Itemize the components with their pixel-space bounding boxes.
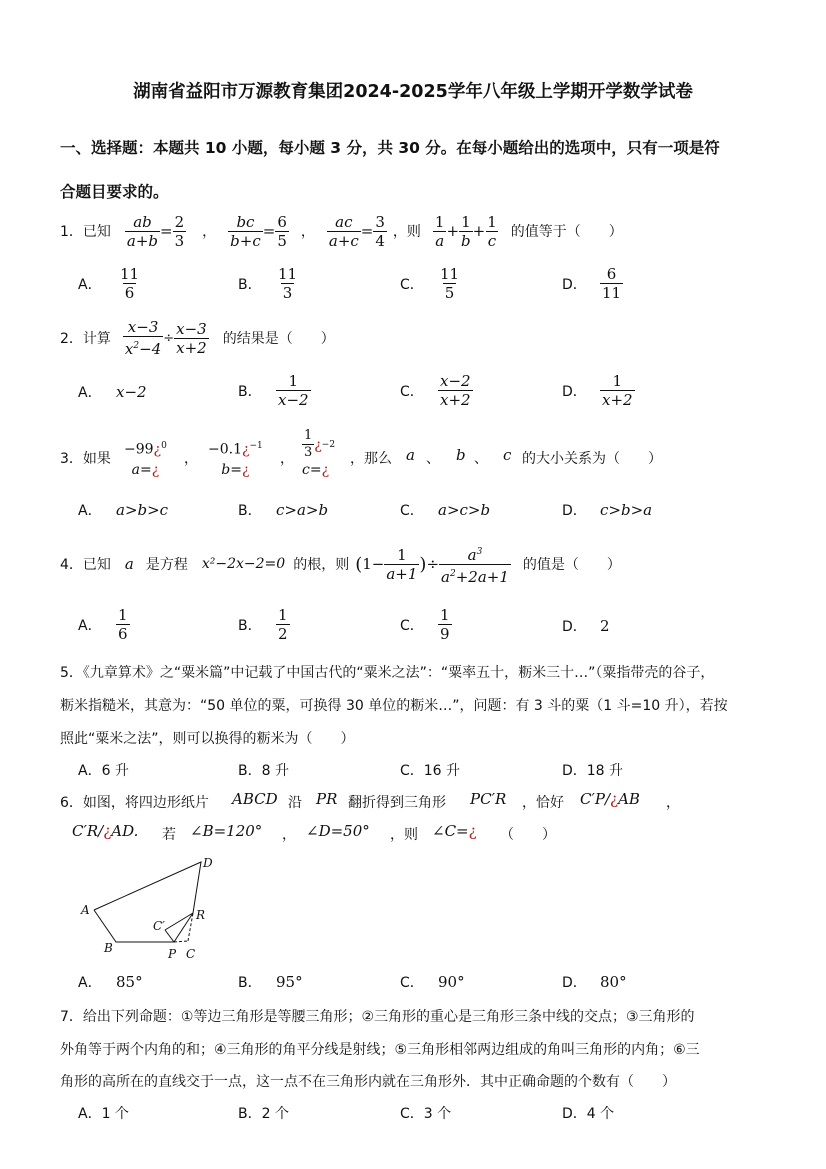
- q3-prefix: 3．如果: [60, 451, 111, 467]
- q7-option-a: A．1 个: [78, 1106, 129, 1122]
- q1-sum-b: $\frac{1}{b}$: [461, 212, 471, 250]
- q1-option-a: A． $\frac{11}{6}$: [78, 265, 140, 302]
- label-c-prime: C′: [153, 919, 165, 933]
- q5-option-a: A．6 升: [78, 763, 129, 779]
- q1-option-d: D． $\frac{6}{11}$: [562, 265, 622, 302]
- q1-fraction-3: $\frac{ac}{a+c}$: [328, 212, 359, 250]
- q5-line2: 粝米指糙米，其意为：“50 单位的粟，可换得 30 单位的粝米…”，问题：有 3 斗的粟（1 斗=10 升），若按: [60, 698, 728, 714]
- q1-sum-c: $\frac{1}{c}$: [487, 212, 497, 250]
- q6-quadrilateral-figure: [76, 852, 226, 964]
- q7-line1: 7．给出下列命题：①等边三角形是等腰三角形；②三角形的重心是三角形三条中线的交点；③三角形的: [60, 1009, 695, 1025]
- q7-option-d: D．4 个: [562, 1106, 615, 1122]
- q1-option-c: C． $\frac{11}{5}$: [400, 265, 460, 302]
- q6-paren: （ ）: [500, 827, 556, 843]
- q2-option-d: D． $\frac{1}{x+2}$: [562, 372, 633, 409]
- q1-prefix: 1．已知: [60, 224, 111, 240]
- q4-option-d: D． 2: [562, 617, 610, 635]
- q6-abcd: ABCD: [232, 790, 278, 808]
- q4-fraction-1: $\frac{1}{a+1}$: [386, 545, 418, 583]
- q4-option-a: A． $\frac{1}{6}$: [78, 606, 128, 643]
- q6-comma: ，: [666, 795, 680, 811]
- q6-pcr: PC′R: [470, 790, 507, 808]
- q1-fraction-3-value: $\frac{3}{4}$: [375, 212, 385, 250]
- label-c: C: [186, 947, 196, 961]
- question-1: 1．已知 $\frac{ab}{a+b}$ = $\frac{2}{3}$ ， $\frac{bc}{b+c}$ = $\frac{6}{5}$ ， $\frac{ac}{a+c}$ = $\frac{3}{4}$ ，则 $\frac{1}{a}$ + $\frac{1}{b}$ + $\frac{1}{c}$ 的值等于（ ）: [60, 212, 623, 250]
- q6-if: 若: [162, 827, 176, 843]
- q3-expr-b: −0.1¿$^{-1}$ b=¿: [208, 441, 263, 478]
- q6-angle-c: ∠C=¿: [432, 822, 477, 840]
- label-a: A: [81, 903, 90, 917]
- q1-fraction-2-value: $\frac{6}{5}$: [277, 212, 287, 250]
- q1-then: ，则: [392, 224, 421, 240]
- q6-ok: ，恰好: [522, 795, 564, 811]
- q6-cp-ab: C′P/¿AB: [580, 790, 640, 808]
- q6-option-b: B． 95°: [238, 973, 303, 991]
- q6-angle-b: ∠B=120°: [190, 822, 263, 840]
- q4-option-c: C． $\frac{1}{9}$: [400, 606, 450, 643]
- q6-option-c: C． 90°: [400, 973, 465, 991]
- q4-suffix: 的值是（ ）: [522, 557, 621, 573]
- label-r: R: [196, 908, 206, 922]
- q3-option-c: C． a>c>b: [400, 501, 491, 519]
- q4-equation: x²−2x−2=0: [201, 556, 286, 572]
- q7-line3: 角形的高所在的直线交于一点，这一点不在三角形内就在三角形外．其中正确命题的个数有（ ）: [60, 1074, 676, 1090]
- q7-option-c: C．3 个: [400, 1106, 452, 1122]
- q3-option-b: B． c>a>b: [238, 501, 329, 519]
- q3-var-b: b: [456, 446, 466, 464]
- question-2: 2．计算 $\frac{x-3}{x^2-4}$ ÷ $\frac{x-3}{x+2}$ 的结果是（ ）: [60, 318, 335, 358]
- q5-option-b: B．8 升: [238, 763, 289, 779]
- page-title: 湖南省益阳市万源教育集团2024-2025学年八年级上学期开学数学试卷: [133, 82, 693, 102]
- label-b: B: [104, 941, 113, 955]
- q6-then: ，则: [390, 827, 418, 843]
- figure-edge-cp-p: [165, 930, 174, 942]
- q5-line3: 照此“粟米之法”，则可以换得的粝米为（ ）: [60, 731, 355, 747]
- q1-fraction-1: $\frac{ab}{a+b}$: [126, 212, 159, 250]
- q2-suffix: 的结果是（ ）: [222, 331, 335, 347]
- q2-option-b: B． $\frac{1}{x-2}$: [238, 372, 309, 409]
- q1-fraction-1-value: $\frac{2}{3}$: [174, 212, 185, 250]
- q4-mid1: 是方程: [145, 557, 188, 573]
- section-heading-line2: 合题目要求的。: [60, 183, 169, 201]
- q4-prefix: 4．已知: [60, 557, 111, 573]
- q6-along: 沿: [288, 795, 302, 811]
- q2-fraction-2: $\frac{x-3}{x+2}$: [176, 319, 207, 357]
- q3-option-d: D． c>b>a: [562, 501, 653, 519]
- q6-option-a: A． 85°: [78, 973, 143, 991]
- q1-fraction-2: $\frac{bc}{b+c}$: [230, 212, 261, 250]
- q6-cr-ad: C′R/¿AD.: [72, 822, 139, 840]
- figure-edge-cp-r: [165, 913, 193, 930]
- q3-var-c: c: [503, 446, 512, 464]
- q1-suffix: 的值等于（ ）: [510, 224, 623, 240]
- q6-prefix: 6．如图，将四边形纸片: [60, 795, 209, 811]
- figure-outline: [94, 862, 201, 942]
- q6-pr: PR: [316, 790, 338, 808]
- q2-option-c: C． $\frac{x-2}{x+2}$: [400, 372, 471, 409]
- q5-option-d: D．18 升: [562, 763, 624, 779]
- q4-var-a: a: [124, 555, 134, 573]
- q6-angle-d: ∠D=50°: [306, 822, 370, 840]
- q3-option-a: A． a>b>c: [78, 501, 169, 519]
- q3-suffix: 的大小关系为（ ）: [522, 451, 662, 467]
- q1-sum-a: $\frac{1}{a}$: [434, 212, 445, 250]
- q3-expr-c: $\frac{1}{3}$ ¿ −2 c=¿: [302, 428, 336, 478]
- q2-option-a: A． x−2: [78, 383, 147, 401]
- question-4: 4．已知 a 是方程 x²−2x−2=0 的根，则 ( 1− $\frac{1}{a+1}$ ) ÷ $\frac{a^3}{a^2+2a+1}$ 的值是（ ）: [60, 542, 621, 586]
- label-d: D: [203, 856, 213, 870]
- q1-option-b: B． $\frac{11}{3}$: [238, 265, 298, 302]
- q7-option-b: B．2 个: [238, 1106, 289, 1122]
- q6-option-d: D． 80°: [562, 973, 627, 991]
- section-heading-line1: 一、选择题：本题共 10 小题，每小题 3 分，共 30 分。在每小题给出的选项中，只有一项是符: [60, 139, 720, 157]
- q4-fraction-2: $\frac{a^3}{a^2+2a+1}$: [441, 545, 509, 586]
- q2-prefix: 2．计算: [60, 331, 111, 347]
- q7-line2: 外角等于两个内角的和；④三角形的角平分线是射线；⑤三角形相邻两边组成的角叫三角形的内角；⑥三: [60, 1042, 700, 1058]
- q3-expr-a: −99¿$^0$ a=¿: [124, 441, 167, 478]
- q5-line1: 5．《九章算术》之“粟米篇”中记载了中国古代的“粟米之法”：“粟率五十，粝米三十…”（粟指带壳的谷子，: [60, 665, 715, 681]
- figure-dashed-base: [174, 941, 188, 942]
- q3-mid: ，那么: [350, 451, 392, 467]
- label-p: P: [168, 947, 177, 961]
- q4-mid2: 的根，则: [293, 557, 350, 573]
- q2-fraction-1: $\frac{x-3}{x^2-4}$: [124, 318, 162, 358]
- q6-fold: 翻折得到三角形: [348, 795, 446, 811]
- q4-option-b: B． $\frac{1}{2}$: [238, 606, 288, 643]
- q5-option-c: C．16 升: [400, 763, 461, 779]
- q3-var-a: a: [406, 446, 415, 464]
